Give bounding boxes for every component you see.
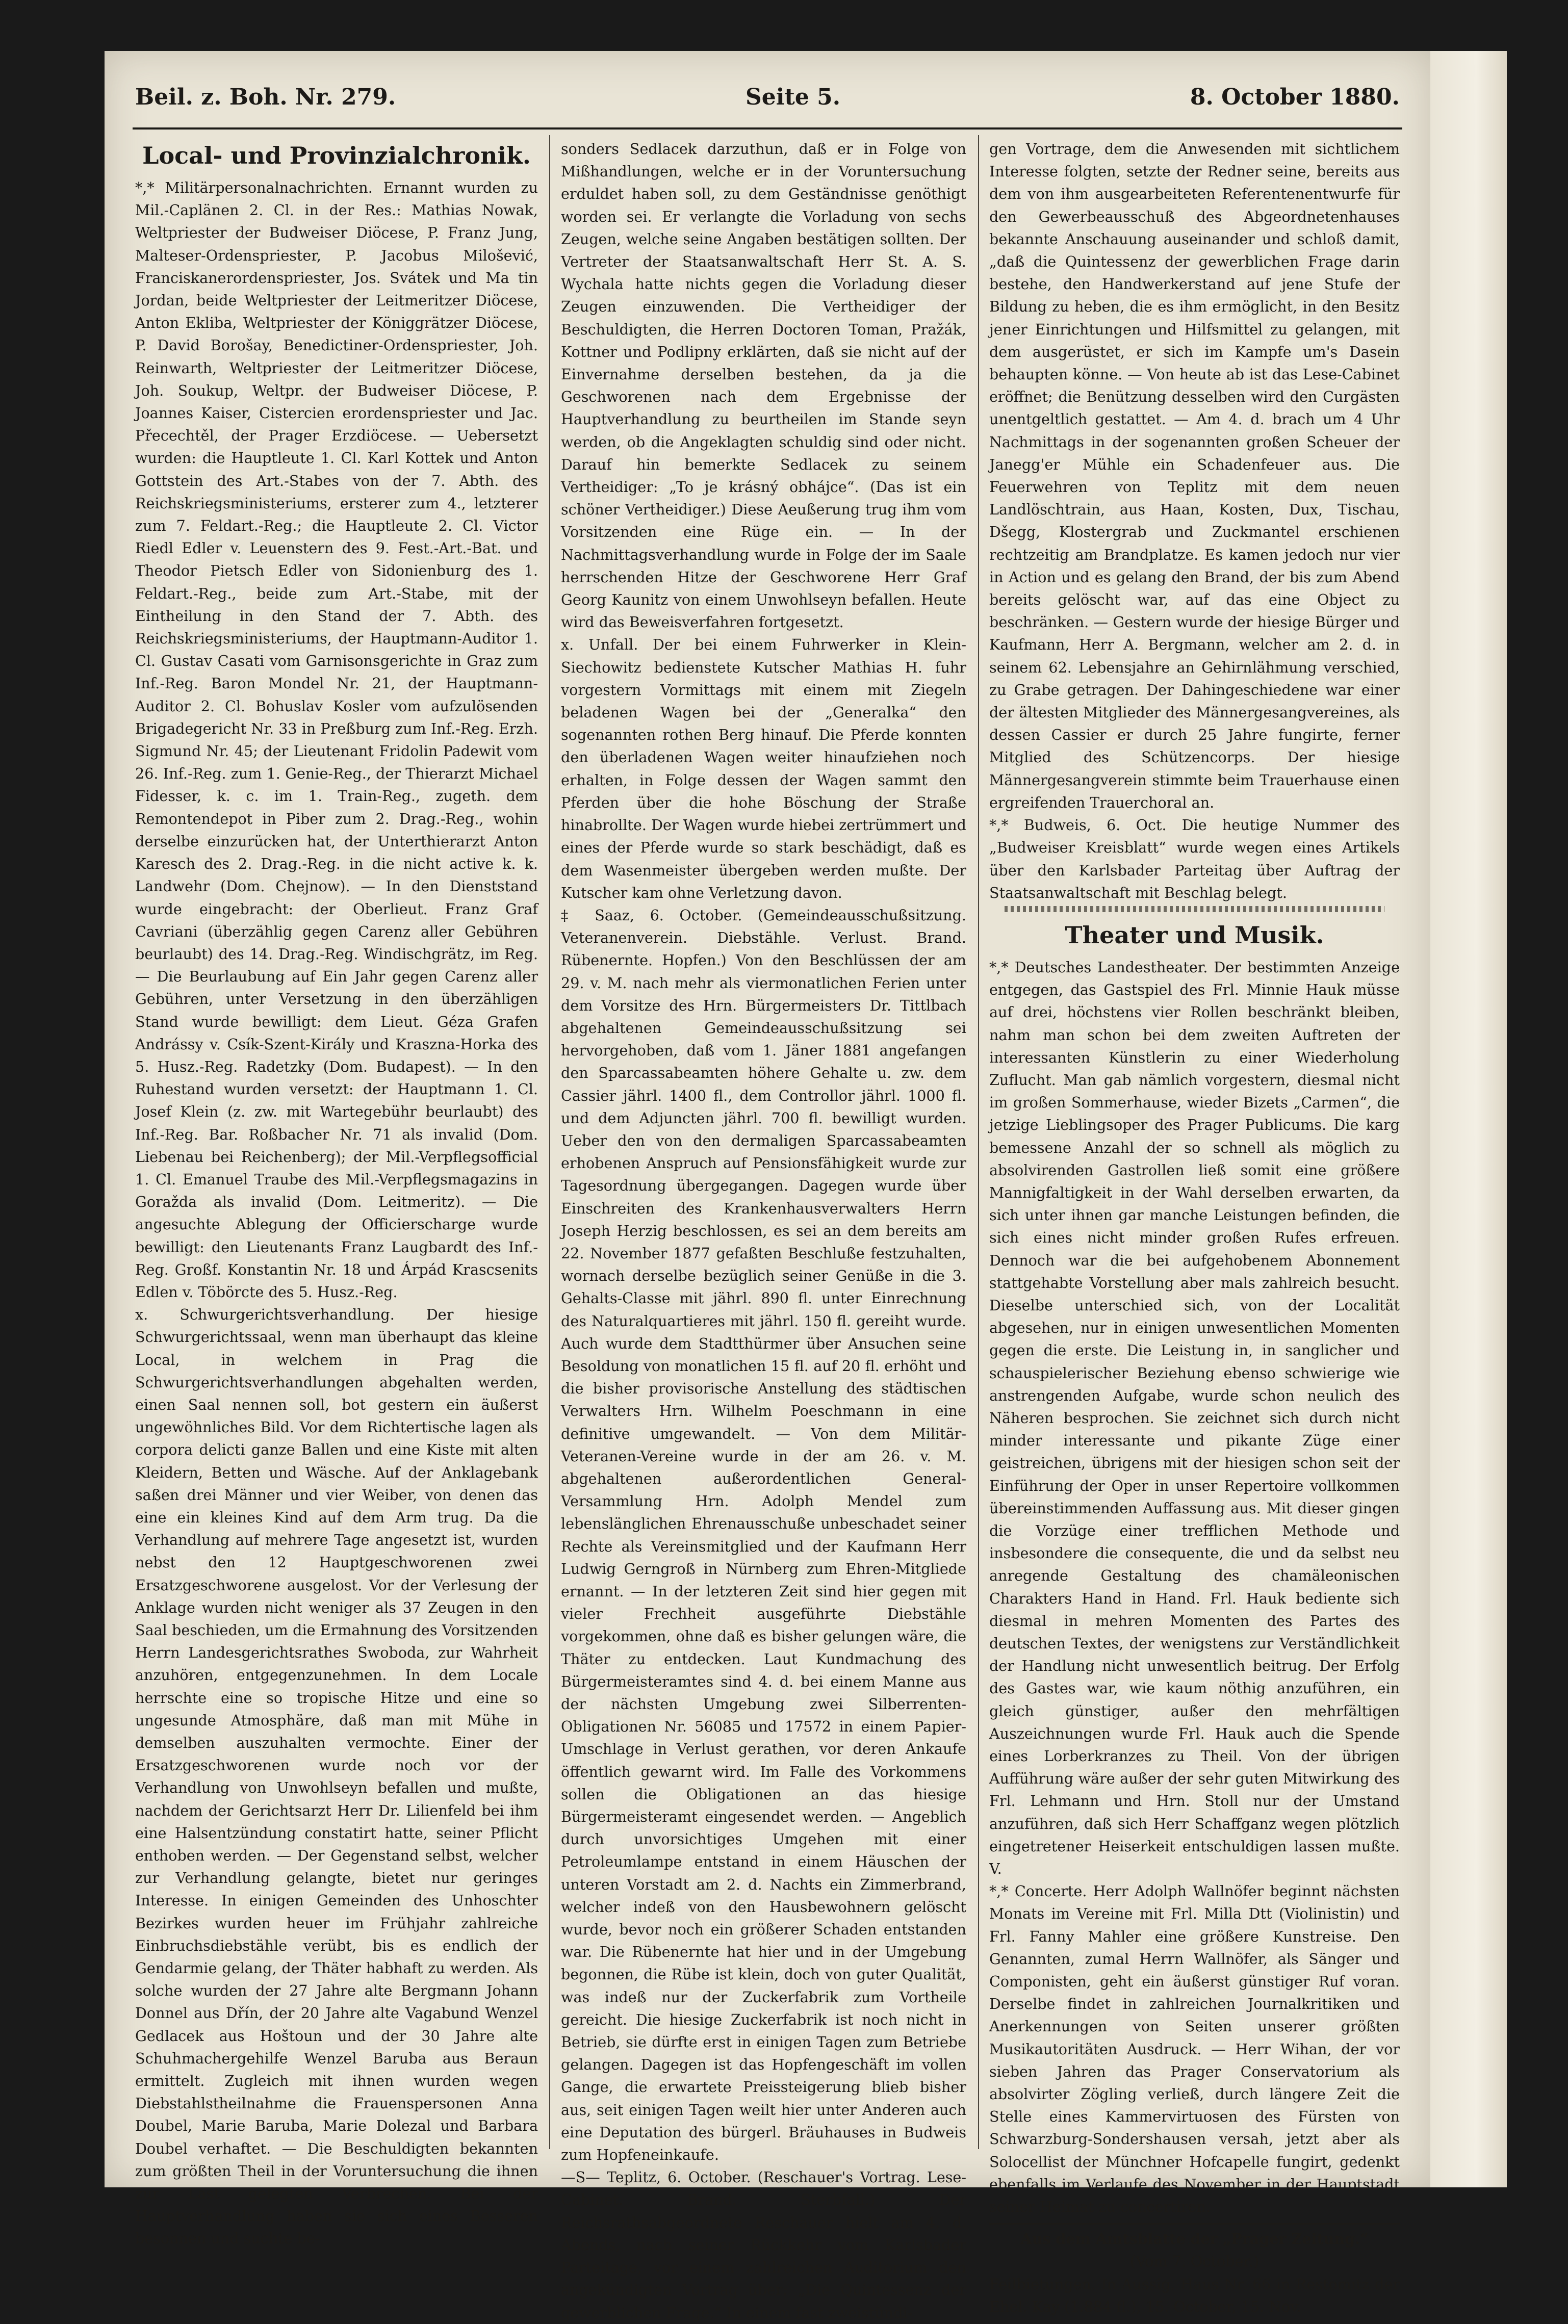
section-title-local-chronicle: Local- und Provinzialchronik. (142, 142, 531, 169)
page-header (135, 74, 1400, 120)
column-2 (561, 138, 966, 2321)
newspaper-page (105, 51, 1430, 2321)
header-date: 8. October 1880. (1190, 84, 1400, 110)
article-saaz: ‡ Saaz, 6. October. (Gemeindeausschußsitzung. Veteranenverein. Diebstähle. Verlust. Brand. Rübenernte. Hopfen.) Von den Beschlüssen der am 29. v. M. nach mehr als viermonatlichen Ferien unter dem Vorsitze des Hrn. Bürgermeisters Dr. Tittlbach abgehaltenen Gemeindeausschußsitzung sei hervorgehoben, daß vom 1. Jäner 1881 angefangen den Sparcassabeamten höhere Gehalte u. zw. dem Cassier jährl. 1400 fl., dem Controllor jährl. 1000 fl. und dem Adjuncten jährl. 700 fl. bewilligt wurden. Ueber den von den dermaligen Sparcassabeamten erhobenen Anspruch auf Pensionsfähigkeit wurde zur Tagesordnung übergegangen. Dagegen wurde über Einschreiten des Krankenhausverwalters Herrn Joseph Herzig beschlossen, es sei an dem bereits am 22. November 1877 gefaßten Beschluße festzuhalten, wornach derselbe bezüglich seiner Genüße in die 3. Gehalts-Classe mit jährl. 890 fl. unter Einrechnung des Naturalquartieres mit jährl. 150 fl. gereiht wurde. Auch wurde dem Stadtthürmer über Ansuchen seine Besoldung von monatlichen 15 fl. auf 20 fl. erhöht und die bisher provisorische Anstellung des städtischen Verwalters Hrn. Wilhelm Poeschmann in eine definitive umgewandelt. — Von dem Militär-Veteranen-Vereine wurde in der am 26. v. M. abgehaltenen außerordentlichen General-Versammlung Hrn. Adolph Mendel zum lebenslänglichen Ehrenausschuße unbeschadet seiner Rechte als Vereinsmitglied und der Kaufmann Herr Ludwig Gerngroß in Nürnberg zum Ehren-Mitgliede ernannt. — In der letzteren Zeit sind hier gegen mit vieler Frechheit ausgeführte Diebstähle vorgekommen, ohne daß es bisher gelungen wäre, die Thäter zu entdecken. Laut Kundmachung des Bürgermeisteramtes sind 4. d. bei einem Manne aus der nächsten Umgebung zwei Silberrenten-Obligationen Nr. 56085 und 17572 in einem Papier-Umschlage in Verlust gerathen, vor deren Ankaufe öffentlich gewarnt wird. Im Falle des Vorkommens sollen die Obligationen an das hiesige Bürgermeisteramt eingesendet werden. — Angeblich durch unvorsichtiges Umgehen mit einer Petroleumlampe entstand in einem Häuschen der unteren Vorstadt am 2. d. Nachts ein Zimmerbrand, welcher indeß von den Hausbewohnern gelöscht wurde, bevor noch ein größerer Schaden entstanden war. Die Rübenernte hat hier und in der Umgebung begonnen, die Rübe ist klein, doch von guter Qualität, was indeß nur der Zuckerfabrik zum Vortheile gereicht. Die hiesige Zuckerfabrik ist noch nicht in Betrieb, sie dürfte erst in einigen Tagen zum Betriebe gelangen. Dagegen ist das Hopfengeschäft im vollen Gange, die erwartete Preissteigerung blieb bisher aus, seit einigen Tagen weilt hier unter Anderen auch eine Deputation des bürgerl. Bräuhauses in Budweis zum Hopfeneinkaufe. (561, 906, 966, 2164)
column-3 (989, 138, 1400, 2315)
article-teplitz-continued: gen Vortrage, dem die Anwesenden mit sichtlichem Interesse folgten, setzte der Redner seine, bereits aus dem von ihm ausgearbeiteten Referentenentwurfe für den Gewerbeausschuß des Abgeordnetenhauses bekannte Anschauung auseinander und schloß damit, „daß die Quintessenz der gewerblichen Frage darin bestehe, den Handwerkerstand auf jene Stufe der Bildung zu heben, die es ihm ermöglicht, in den Besitz jener Einrichtungen und Hilfsmittel zu gelangen, mit dem ausgerüstet, er sich im Kampfe um's Dasein behaupten könne. — Von heute ab ist das Lese-Cabinet eröffnet; die Benützung desselben wird den Curgästen unentgeltlich gestattet. — Am 4. d. brach um 4 Uhr Nachmittags in der sogenannten großen Scheuer der Janegg'er Mühle ein Schadenfeuer aus. Die Feuerwehren von Teplitz mit dem neuen Landlöschtrain, aus Haan, Kosten, Dux, Tischau, Dšegg, Klostergrab und Zuckmantel erschienen rechtzeitig am Brandplatze. Es kamen jedoch nur vier in Action und es gelang den Brand, der bis zum Abend bereits gelöscht war, auf das eine Object zu beschränken. — Gestern wurde der hiesige Bürger und Kaufmann, Herr A. Bergmann, welcher am 2. d. in seinem 62. Lebensjahre an Gehirnlähmung verschied, zu Grabe getragen. Der Dahingeschiedene war einer der ältesten Mitglieder des Männergesangvereines, als dessen Cassier er durch 25 Jahre fungirte, ferner Mitglied des Schützencorps. Der hiesige Männergesangverein stimmte beim Trauerhause einen ergreifenden Trauerchoral an. (989, 140, 1400, 811)
header-issue: Beil. z. Boh. Nr. 279. (135, 84, 396, 110)
article-teplitz: —S— Teplitz, 6. October. (Reschauer's Vortrag. Lese-Cabinet. Brand. Sterbfall.) Der Reichsrathsabgeordnete Reschauer hielt am 4. d. Abends, nach seiner Rückkehr vom Karlsbader Parteitage, vor einem zahlreichen Auditorium den angekündigten Vortrag über: „Die Quintessenz der gewerblichen Frage.“ In einem fast zweistündi- (561, 2168, 966, 2321)
article-jury-trial-continued: sonders Sedlacek darzuthun, daß er in Folge von Mißhandlungen, welche er in der Voruntersuchung erduldet haben soll, zu dem Geständnisse genöthigt worden sei. Er verlangte die Vorladung von sechs Zeugen, welche seine Angaben bestätigen sollten. Der Vertreter der Staatsanwaltschaft Herr St. A. S. Wychala hatte nichts gegen die Vorladung dieser Zeugen einzuwenden. Die Vertheidiger der Beschuldigten, die Herren Doctoren Toman, Pražák, Kottner und Podlipny erklärten, daß sie nicht auf der Einvernahme derselben bestehen, da ja die Geschworenen nach dem Ergebnisse der Hauptverhandlung zu beurtheilen im Stande seyn werden, ob die Angeklagten schuldig sind oder nicht. Darauf hin bemerkte Sedlacek zu seinem Vertheidiger: „To je krásný obhájce“. (Das ist ein schöner Vertheidiger.) Diese Aeußerung trug ihm vom Vorsitzenden eine Rüge ein. — In der Nachmittagsverhandlung wurde in Folge der im Saale herrschenden Hitze der Geschworene Herr Graf Georg Kaunitz von einem Unwohlseyn befallen. Heute wird das Beweisverfahren fortgesetzt. (561, 140, 966, 631)
notice-text: Feilbietungen. In Aussig. Haus Nr. 66 in Restomitz der Ehel. Kay (1.884 fl.), 15. October, 15. Nov. (989, 2275, 1400, 2315)
column-1 (135, 138, 538, 2248)
article-accident: x. Unfall. Der bei einem Fuhrwerker in Klein-Siechowitz bedienstete Kutscher Mathias H. fuhr vorgestern Vormittags mit einem mit Ziegeln beladenen Wagen bei der „Generalka“ den sogenannten rothen Berg hinauf. Die Pferde konnten den überladenen Wagen weiter hinaufziehen noch erhalten, in Folge dessen der Wagen sammt den Pferden über die hohe Böschung der Straße hinabrollte. Der Wagen wurde hiebei zertrümmert und eines der Pferde wurde so stark beschädigt, daß es dem Wasenmeister übergeben werden mußte. Der Kutscher kam ohne Verletzung davon. (561, 636, 966, 901)
article-budweis: *,* Budweis, 6. Oct. Die heutige Nummer des „Budweiser Kreisblatt“ wurde wegen eines Artikels über den Karlsbader Parteitag über Auftrag der Staatsanwaltschaft mit Beschlag belegt. (989, 816, 1400, 901)
notice-rule (989, 2223, 1400, 2225)
notice-title: Aus dem Amtsblatte der „Prager Zeitung.“ (1020, 2230, 1369, 2248)
article-landestheater: *,* Deutsches Landestheater. Der bestimmten Anzeige entgegen, das Gastspiel des Frl. Minnie Hauk müsse auf drei, höchstens vier Rollen beschränkt bleiben, nahm man schon bei dem zweiten Auftreten der interessanten Künstlerin zu einer Wiederholung Zuflucht. Man gab nämlich vorgestern, diesmal nicht im großen Sommerhause, wieder Bizets „Carmen“, die jetzige Lieblingsoper des Prager Publicums. Die karg bemessene Anzahl der so schnell als möglich zu absolvirenden Gastrollen ließ somit eine größere Mannigfaltigkeit in der Wahl derselben erwarten, da sich unter ihnen gar manche Leistungen befinden, die sich eines nicht minder großen Rufes erfreuen. Dennoch war die bei aufgehobenem Abonnement stattgehabte Vorstellung aber mals zahlreich besucht. Dieselbe unterschied sich, von der Localität abgesehen, nur in einigen unwesentlichen Momenten gegen die erste. Die Leistung in, in sanglicher und schauspielerischer Beziehung ebenso schwierige wie anstrengenden Aufgabe, wurde schon neulich des Näheren besprochen. Sie zeichnet sich durch nicht minder interessante und pikante Züge einer geistreichen, übrigens mit der hiesigen schon seit der Einführung der Oper in unser Repertoire vollkommen übereinstimmenden Auffassung aus. Mit dieser gingen die Vorzüge einer trefflichen Methode und insbesondere die consequente, die und da selbst neu anregende Gestaltung des chamäleonischen Charakters Hand in Hand. Frl. Hauk bediente sich diesmal in mehren Momenten des Partes des deutschen Textes, der wenigstens zur Verständlichkeit der Handlung nicht unwesentlich beitrug. Der Erfolg des Gastes war, wie kaum nöthig anzuführen, ein gleich günstiger, außer den mehrfältigen Auszeichnungen wurde Frl. Hauk auch die Spende eines Lorberkranzes zu Theil. Von der übrigen Aufführung wäre außer der sehr guten Mitwirkung des Frl. Lehmann und Hrn. Stoll nur der Umstand anzuführen, daß sich Herr Schaffganz wegen plötzlich eingetretener Heiserkeit entschuldigen lassen mußte. V. (989, 958, 1400, 1878)
column-divider (978, 135, 979, 2149)
column-divider (549, 135, 550, 2149)
header-rule (133, 127, 1402, 130)
article-military-personnel: *,* Militärpersonalnachrichten. Ernannt wurden zu Mil.-Caplänen 2. Cl. in der Res.: Mathias Nowak, Weltpriester der Budweiser Diöcese, P. Franz Jung, Malteser-Ordenspriester, P. Jacobus Milošević, Franciskanerordenspriester, Jos. Svátek und Ma tin Jordan, beide Weltpriester der Leitmeritzer Diöcese, Anton Ekliba, Weltpriester der Königgrätzer Diöcese, P. David Borošay, Benedictiner-Ordenspriester, Joh. Reinwarth, Weltpriester der Leitmeritzer Diöcese, Joh. Soukup, Weltpr. der Budweiser Diöcese, P. Joannes Kaiser, Cistercien erordenspriester und Jac. Přecechtěl, der Prager Erzdiöcese. — Uebersetzt wurden: die Hauptleute 1. Cl. Karl Kottek und Anton Gottstein des Art.-Stabes von der 7. Abth. des Reichskriegsministeriums, ersterer zum 4., letzterer zum 7. Feldart.-Reg.; die Hauptleute 2. Cl. Victor Riedl Edler v. Leuenstern des 9. Fest.-Art.-Bat. und Theodor Pietsch Edler von Sidonienburg des 1. Feldart.-Reg., beide zum Art.-Stabe, mit der Eintheilung in den Stand der 7. Abth. des Reichskriegsministeriums, der Hauptmann-Auditor 1. Cl. Gustav Casati vom Garnisonsgerichte in Graz zum Inf.-Reg. Baron Mondel Nr. 21, der Hauptmann-Auditor 2. Cl. Bohuslav Kosler vom aufzulösenden Brigadegericht Nr. 33 in Preßburg zum Inf.-Reg. Erzh. Sigmund Nr. 45; der Lieutenant Fridolin Padewit vom 26. Inf.-Reg. zum 1. Genie-Reg., der Thierarzt Michael Fidesser, k. c. im 1. Train-Reg., zugeth. dem Remontendepot in Piber zum 2. Drag.-Reg., wohin derselbe einzurücken hat, der Unterthierarzt Anton Karesch des 2. Drag.-Reg. in die nicht active k. k. Landwehr (Dom. Chejnow). — In den Dienststand wurde eingebracht: der Oberlieut. Franz Graf Cavriani (überzählig gegen Carenz aller Gebühren beurlaubt) des 14. Drag.-Reg. Windischgrätz, im Reg. — Die Beurlaubung auf Ein Jahr gegen Carenz aller Gebühren, unter Versetzung in den überzähligen Stand wurde bewilligt: dem Lieut. Géza Grafen Andrássy v. Csík-Szent-Király und Kraszna-Horka des 5. Husz.-Reg. Radetzky (Dom. Budapest). — In den Ruhestand wurden versetzt: der Hauptmann 1. Cl. Josef Klein (z. zw. mit Wartegebühr beurlaubt) des Inf.-Reg. Bar. Roßbacher Nr. 71 als invalid (Dom. Liebenau bei Reichenberg); der Mil.-Verpflegsofficial 1. Cl. Emanuel Traube des Mil.-Verpflegsmagazins in Goražda als invalid (Dom. Leitmeritz). — Die angesuchte Ablegung der Officierscharge wurde bewilligt: den Lieutenants Franz Laugbardt des Inf.-Reg. Großf. Konstantin Nr. 18 und Árpád Krascsenits Edlen v. Töbörcte des 5. Husz.-Reg. (135, 179, 538, 1301)
article-jury-trial: x. Schwurgerichtsverhandlung. Der hiesige Schwurgerichtssaal, wenn man überhaupt das kleine Local, in welchem in Prag die Schwurgerichtsverhandlungen abgehalten werden, einen Saal nennen soll, bot gestern ein äußerst ungewöhnliches Bild. Vor dem Richtertische lagen als corpora delicti ganze Ballen und eine Kiste mit alten Kleidern, Betten und Wäsche. Auf der Anklagebank saßen drei Männer und vier Weiber, von denen das eine ein kleines Kind auf dem Arm trug. Da die Verhandlung auf mehrere Tage angesetzt ist, wurden nebst den 12 Hauptgeschworenen zwei Ersatzgeschworene ausgelost. Vor der Verlesung der Anklage wurden nicht weniger als 37 Zeugen in den Saal beschieden, um die Ermahnung des Vorsitzenden Herrn Landesgerichtsrathes Swoboda, zur Wahrheit anzuhören, entgegenzunehmen. In dem Locale herrschte eine so tropische Hitze und eine so ungesunde Atmosphäre, daß man mit Mühe in demselben auszuhalten vermochte. Einer der Ersatzgeschworenen wurde noch vor der Verhandlung von Unwohlseyn befallen und mußte, nachdem der Gerichtsarzt Herr Dr. Lilienfeld bei ihm eine Halsentzündung constatirt hatte, seiner Pflicht enthoben werden. — Der Gegenstand selbst, welcher zur Verhandlung gelangte, bietet nur geringes Interesse. In einigen Gemeinden des Unhoschter Bezirkes wurden heuer im Frühjahr zahlreiche Einbruchsdiebstähle verübt, bis es endlich der Gendarmie gelang, der Thäter habhaft zu werden. Als solche wurden der 27 Jahre alte Bergmann Johann Donnel aus Dřín, der 20 Jahre alte Vagabund Wenzel Gedlacek aus Hoštoun und der 30 Jahre alte Schuhmachergehilfe Wenzel Baruba aus Beraun ermittelt. Zugleich mit ihnen wurden wegen Diebstahlstheilnahme die Frauenspersonen Anna Doubel, Marie Baruba, Marie Dolezal und Barbara Doubel verhaftet. — Die Beschuldigten bekannten zum größten Theil in der Voruntersuchung die ihnen zur Last gelegten Verbrechen. Bei der Hauptverhandlung haben sie sich eines Besseren besonnen und suchte be- (135, 1306, 538, 2248)
section-divider (1005, 906, 1384, 912)
article-concerts: *,* Concerte. Herr Adolph Wallnöfer beginnt nächsten Monats im Vereine mit Frl. Milla Dtt (Violinistin) und Frl. Fanny Mahler eine größere Kunstreise. Den Genannten, zumal Herrn Wallnöfer, als Sänger und Componisten, geht ein äußerst günstiger Ruf voran. Derselbe findet in zahlreichen Journalkritiken und Anerkennungen von Seiten unserer größten Musikautoritäten Ausdruck. — Herr Wihan, der vor sieben Jahren das Prager Conservatorium als absolvirter Zögling verließ, durch längere Zeit die Stelle eines Kammervirtuosen des Fürsten von Schwarzburg-Sondershausen versah, jetzt aber als Solocellist der Münchner Hofcapelle fungirt, gedenkt ebenfalls im Verlaufe des November in der Hauptstadt seiner Heimat zu concertiren. (989, 1882, 1400, 2216)
section-title-theater-music: Theater und Musik. (1065, 921, 1324, 949)
notice-date: (Vom 7. October.) (1129, 2253, 1259, 2270)
page-edge (1430, 51, 1507, 2187)
header-page-number: Seite 5. (746, 84, 841, 110)
